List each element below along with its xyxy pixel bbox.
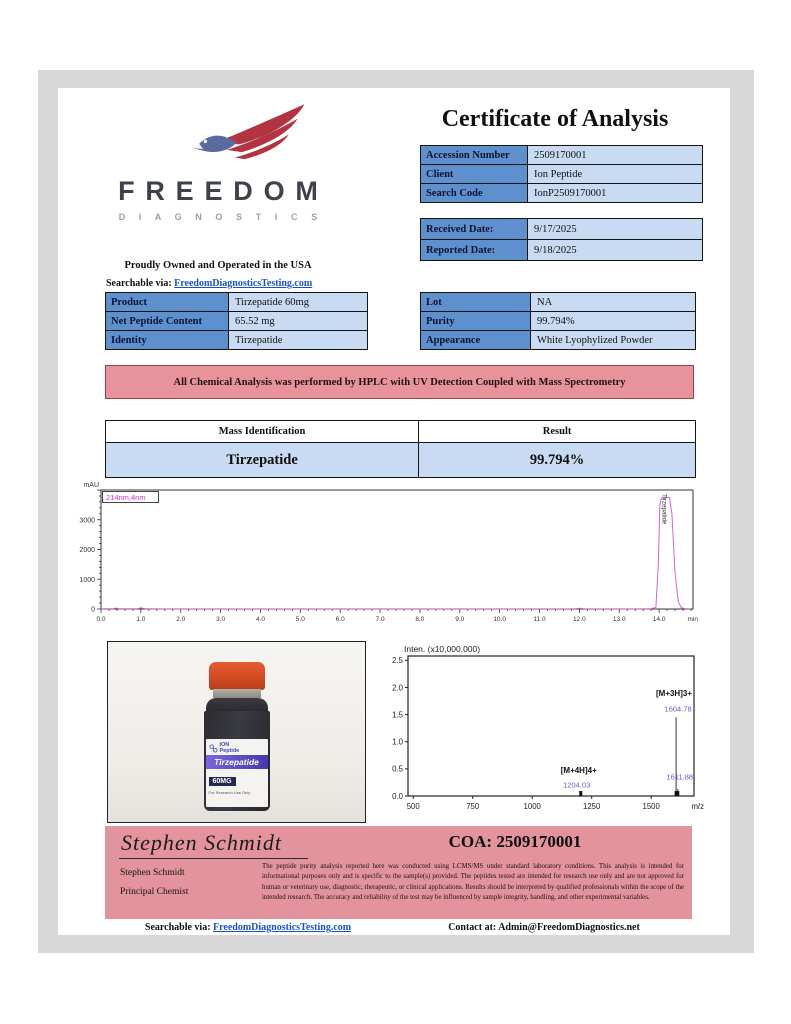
svg-text:2.0: 2.0	[392, 683, 403, 693]
svg-text:[M+3H]3+: [M+3H]3+	[655, 689, 692, 699]
table-row	[421, 293, 695, 312]
hplc-chromatogram-chart	[66, 480, 700, 634]
row-label: Purity	[421, 312, 531, 330]
row-value: IonP2509170001	[534, 187, 607, 199]
row-label: Net Peptide Content	[106, 312, 229, 330]
svg-text:3000: 3000	[79, 517, 95, 525]
dates-table	[420, 218, 703, 261]
svg-text:0.0: 0.0	[96, 616, 106, 623]
brand-tagline: D I A G N O S T I C S	[118, 212, 323, 222]
row-value: 9/18/2025	[534, 244, 577, 256]
row-value: 9/17/2025	[534, 223, 577, 235]
row-label: Appearance	[421, 331, 531, 349]
table-row	[106, 312, 367, 331]
mass-spectrum-chart	[388, 643, 706, 820]
mass-identification-table	[105, 420, 696, 478]
accession-table	[420, 145, 703, 203]
footer-contact	[403, 922, 685, 933]
svg-text:1604.78: 1604.78	[664, 704, 692, 714]
svg-text:[M+4H]4+: [M+4H]4+	[560, 766, 597, 776]
mass-table-header-result: Result	[542, 426, 572, 437]
product-table	[105, 292, 368, 350]
signature-handwriting: Stephen Schmidt	[119, 830, 308, 859]
table-row	[421, 312, 695, 331]
svg-text:mAU: mAU	[83, 482, 99, 489]
vial-cap	[209, 662, 265, 690]
mass-table-compound: Tirzepatide	[106, 443, 419, 477]
table-row	[106, 331, 367, 349]
row-label: Received Date:	[421, 219, 528, 239]
svg-text:min: min	[687, 616, 698, 623]
vial-dose: 60MG	[209, 777, 236, 786]
table-row	[421, 240, 702, 260]
svg-text:2.0: 2.0	[176, 616, 186, 623]
row-label: Lot	[421, 293, 531, 311]
mass-table-purity: 99.794%	[529, 451, 585, 468]
svg-text:1000: 1000	[79, 576, 95, 584]
lot-table	[420, 292, 696, 350]
footer-searchable	[98, 922, 398, 933]
signer-role: Principal Chemist	[120, 887, 189, 897]
table-row	[421, 184, 702, 202]
svg-text:500: 500	[406, 802, 420, 811]
svg-text:5.0: 5.0	[295, 616, 305, 623]
mass-table-data-row	[106, 443, 695, 477]
brand-motto: Proudly Owned and Operated in the USA	[124, 260, 312, 271]
table-row	[421, 331, 695, 349]
svg-text:3.0: 3.0	[216, 616, 226, 623]
row-value: 99.794%	[537, 315, 575, 327]
vial-brand-row	[209, 742, 265, 754]
svg-text:0: 0	[91, 606, 95, 614]
svg-text:13.0: 13.0	[612, 616, 626, 623]
table-row	[106, 293, 367, 312]
row-value: NA	[537, 296, 553, 308]
svg-text:214nm,4nm: 214nm,4nm	[106, 493, 146, 502]
svg-text:10.0: 10.0	[493, 616, 506, 623]
svg-text:11.0: 11.0	[533, 616, 546, 623]
table-row	[421, 219, 702, 240]
searchable-label: Searchable via:	[106, 278, 172, 289]
svg-text:1.0: 1.0	[136, 616, 146, 623]
searchable-link-top[interactable]: FreedomDiagnosticsTesting.com	[174, 278, 313, 289]
mass-table-header-row	[106, 421, 695, 443]
svg-text:9.0: 9.0	[455, 616, 465, 623]
document-frame	[38, 70, 754, 953]
vial-crimp-ring	[213, 689, 261, 698]
vial-product-name: Tirzepatide	[206, 755, 268, 769]
signer-name: Stephen Schmidt	[120, 868, 185, 878]
molecule-icon	[209, 744, 218, 753]
analysis-method-banner: All Chemical Analysis was performed by HPLC with UV Detection Coupled with Mass Spectrometry	[105, 365, 694, 399]
vial	[192, 662, 282, 811]
vial-body	[204, 711, 270, 811]
table-row	[421, 165, 702, 184]
table-row	[421, 146, 702, 165]
vial-shoulder	[206, 698, 268, 711]
footer-contact-value: Admin@FreedomDiagnostics.net	[498, 922, 640, 933]
svg-text:2.5: 2.5	[392, 656, 403, 666]
page-title: Certificate of Analysis	[441, 106, 669, 132]
footer-searchable-label: Searchable via:	[144, 922, 211, 933]
svg-text:1611.88: 1611.88	[666, 772, 694, 782]
svg-text:8.0: 8.0	[415, 616, 425, 623]
row-label: Identity	[106, 331, 229, 349]
svg-text:1000: 1000	[523, 802, 541, 811]
row-value: Tirzepatide	[235, 334, 283, 346]
row-label: Reported Date:	[421, 240, 528, 260]
brand-name: FREEDOM	[118, 176, 329, 206]
svg-text:12.0: 12.0	[573, 616, 586, 623]
disclaimer-text: The peptide purity analysis reported here was conducted using LCMS/MS under standard laboratory conditions. This analysis is intended for informational purposes only and is specific to the sample(s) provided. The peptides tested are intended for research use only and are not approved for human or veterinary use, diagnostic, therapeutic, or clinical applications. Results should be interpreted by qualified professionals within the scope of the intended research. The accuracy and reliability of the test may be influenced by sample integrity, handling, and other experimental variables.	[262, 863, 684, 902]
svg-text:1250: 1250	[583, 802, 601, 811]
row-label: Accession Number	[421, 146, 528, 164]
row-label: Client	[421, 165, 528, 183]
svg-text:7.0: 7.0	[375, 616, 385, 623]
svg-text:14.0: 14.0	[652, 616, 666, 623]
svg-text:2000: 2000	[79, 547, 95, 554]
coa-number: COA: 2509170001	[448, 832, 582, 851]
svg-text:1204.03: 1204.03	[563, 780, 591, 790]
svg-text:6.0: 6.0	[335, 616, 345, 623]
signature-block	[105, 826, 692, 919]
row-label: Product	[106, 293, 229, 311]
svg-text:1.0: 1.0	[392, 737, 403, 747]
svg-text:4.0: 4.0	[255, 616, 265, 623]
certificate-document	[58, 88, 730, 935]
product-vial-photo	[107, 641, 366, 823]
svg-text:m/z: m/z	[691, 802, 704, 811]
svg-text:Tirzepatide: Tirzepatide	[660, 494, 668, 525]
svg-text:1.5: 1.5	[392, 710, 403, 720]
svg-text:1500: 1500	[642, 802, 660, 811]
vial-label	[206, 739, 268, 807]
svg-text:0.0: 0.0	[392, 791, 403, 801]
row-value: Ion Peptide	[534, 168, 583, 180]
row-value: 65.52 mg	[235, 315, 275, 327]
svg-text:Inten. (x10,000,000): Inten. (x10,000,000)	[404, 644, 481, 654]
footer-contact-label: Contact at:	[448, 922, 497, 933]
svg-text:0.5: 0.5	[392, 764, 403, 774]
vial-brand-text: ION Peptide	[219, 742, 240, 755]
row-value: Tirzepatide 60mg	[235, 296, 309, 308]
vial-fine-print: For Research Use Only	[208, 790, 251, 796]
svg-text:750: 750	[466, 802, 480, 811]
row-value: 2509170001	[534, 149, 587, 161]
row-label: Search Code	[421, 184, 528, 202]
footer-searchable-link[interactable]: FreedomDiagnosticsTesting.com	[213, 922, 352, 933]
row-value: White Lyophylized Powder	[537, 334, 653, 346]
brand-logo	[58, 104, 378, 222]
mass-table-header-identification: Mass Identification	[106, 421, 419, 442]
searchable-line-top	[106, 278, 312, 289]
eagle-flag-icon	[159, 104, 329, 174]
